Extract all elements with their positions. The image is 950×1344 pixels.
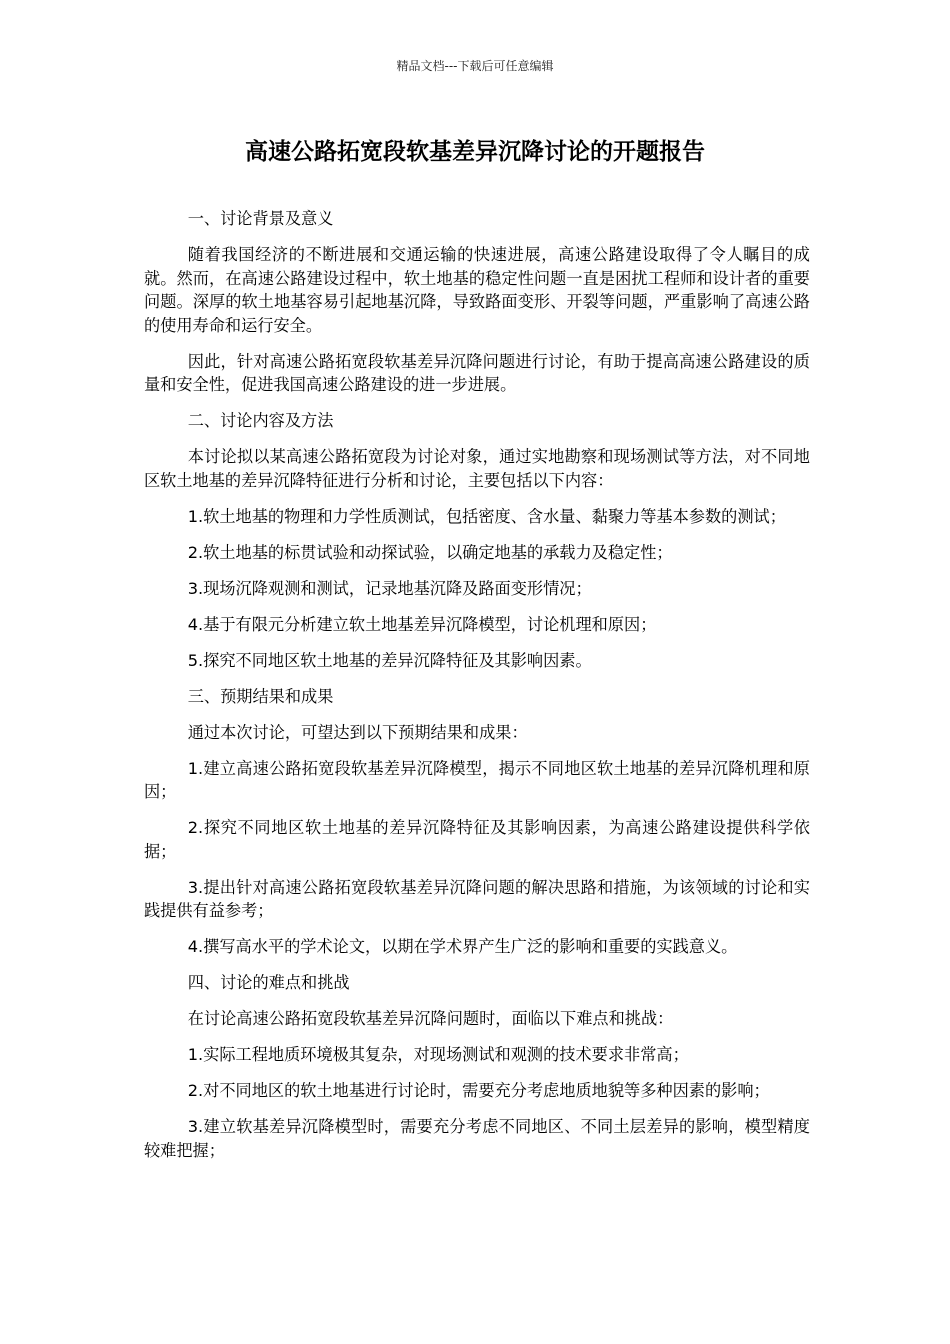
list-item: 2.探究不同地区软土地基的差异沉降特征及其影响因素，为高速公路建设提供科学依据；	[144, 818, 810, 861]
list-item: 4.基于有限元分析建立软土地基差异沉降模型，讨论机理和原因；	[187, 614, 657, 634]
list-item: 4.撰写高水平的学术论文，以期在学术界产生广泛的影响和重要的实践意义。	[187, 937, 738, 956]
list-item: 1.建立高速公路拓宽段软基差异沉降模型，揭示不同地区软土地基的差异沉降机理和原因；	[144, 758, 810, 801]
document-body	[144, 207, 810, 1175]
section-heading-content-methods: 二、讨论内容及方法	[187, 411, 334, 430]
list-item: 2.对不同地区的软土地基进行讨论时，需要充分考虑地质地貌等多种因素的影响；	[187, 1081, 770, 1100]
document-title: 高速公路拓宽段软基差异沉降讨论的开题报告	[245, 139, 705, 165]
list-item: 3.提出针对高速公路拓宽段软基差异沉降问题的解决思路和措施，为该领域的讨论和实践提供有益参考；	[144, 877, 810, 920]
section-heading-expected-results: 三、预期结果和成果	[187, 686, 334, 706]
paragraph: 因此，针对高速公路拓宽段软基差异沉降问题进行讨论，有助于提高高速公路建设的质量和安全性，促进我国高速公路建设的进一步进展。	[144, 351, 810, 394]
list-item: 2.软土地基的标贯试验和动探试验，以确定地基的承载力及稳定性；	[187, 542, 673, 562]
section-heading-background: 一、讨论背景及意义	[187, 209, 334, 228]
paragraph: 随着我国经济的不断进展和交通运输的快速进展，高速公路建设取得了令人瞩目的成就。然而，在高速公路建设过程中，软土地基的稳定性问题一直是困扰工程师和设计者的重要问题。深厚的软土地基容易引起地基沉降，导致路面变形、开裂等问题，严重影响了高速公路的使用寿命和运行安全。	[144, 245, 810, 335]
paragraph: 本讨论拟以某高速公路拓宽段为讨论对象，通过实地勘察和现场测试等方法，对不同地区软土地基的差异沉降特征进行分析和讨论，主要包括以下内容：	[144, 447, 810, 490]
list-item: 1.实际工程地质环境极其复杂，对现场测试和观测的技术要求非常高；	[187, 1045, 689, 1064]
list-item: 5.探究不同地区软土地基的差异沉降特征及其影响因素。	[187, 650, 592, 670]
list-item: 3.现场沉降观测和测试，记录地基沉降及路面变形情况；	[187, 578, 592, 598]
paragraph: 通过本次讨论，可望达到以下预期结果和成果：	[187, 722, 528, 742]
section-heading-difficulties: 四、讨论的难点和挑战	[187, 973, 350, 992]
list-item: 3.建立软基差异沉降模型时，需要充分考虑不同地区、不同土层差异的影响，模型精度较难把握；	[144, 1117, 810, 1160]
list-item: 1.软土地基的物理和力学性质测试，包括密度、含水量、黏聚力等基本参数的测试；	[187, 506, 786, 526]
paragraph: 在讨论高速公路拓宽段软基差异沉降问题时，面临以下难点和挑战：	[187, 1009, 674, 1028]
header-note: 精品文档---下载后可任意编辑	[396, 59, 554, 73]
